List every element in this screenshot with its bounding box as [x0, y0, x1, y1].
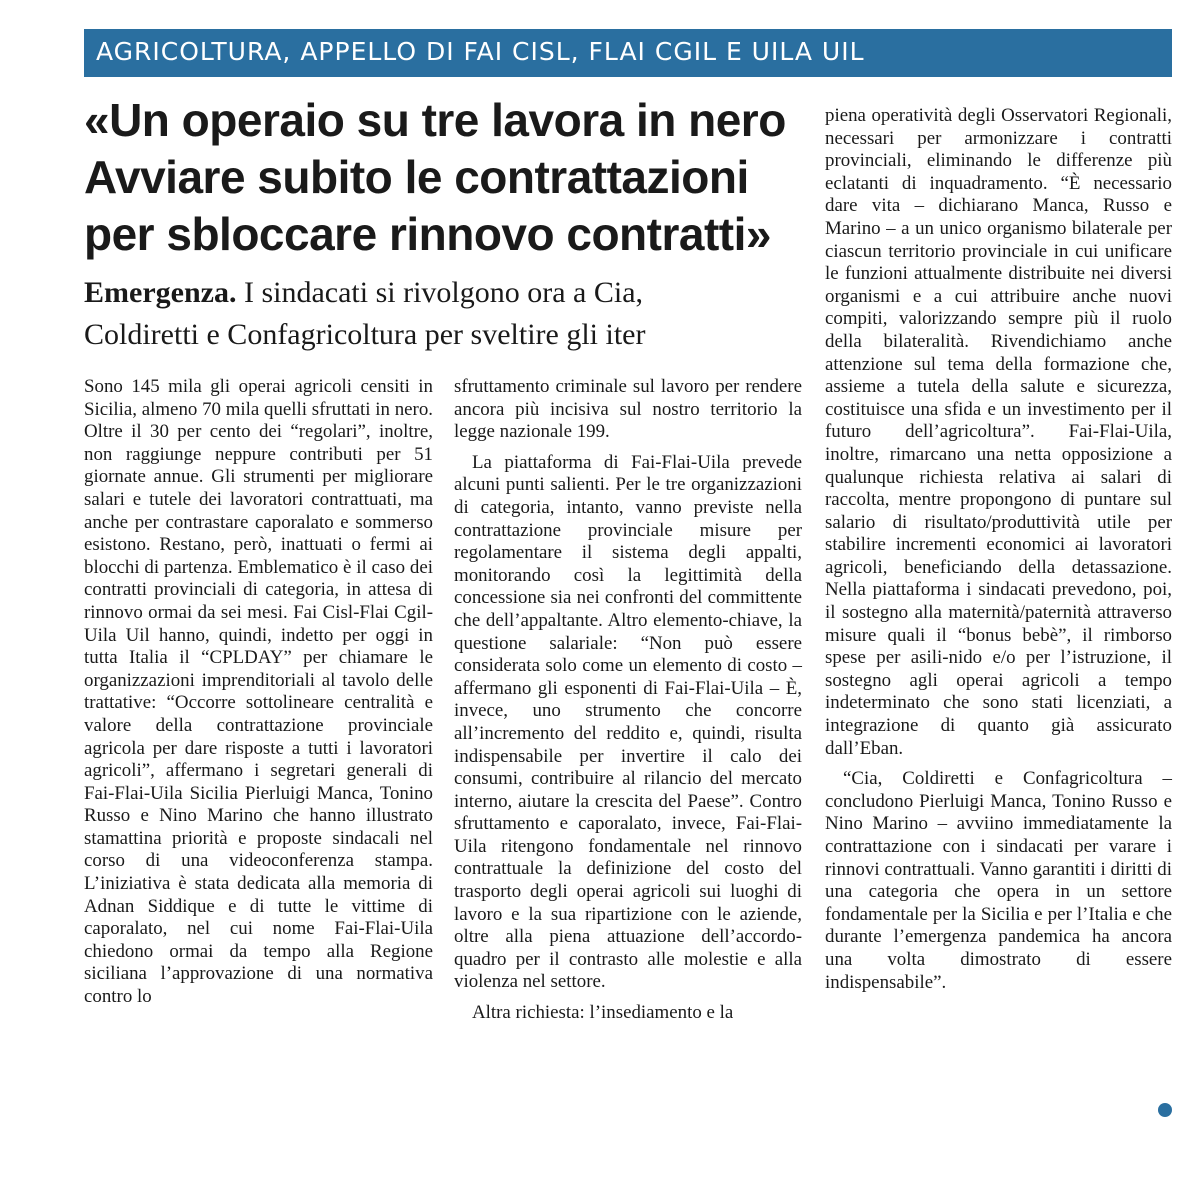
paragraph-2: La piattaforma di Fai-Flai-Uila prevede alcuni punti salienti. Per le tre organizzazioni di categoria, intanto, vanno previste nella contrattazione provinciale misure per regolamentare il sistema degli appalti, monitorando così la legittimità della concessione sia nei confronti del committente che dell’appaltante. Altro elemento-chiave, la questione salariale: “Non può essere considerata solo come un elemento di costo – affermano gli esponenti di Fai-Flai-Uila – È, invece, uno strumento che concorre all’incremento del reddito e, quindi, risulta indispensabile per invertire il calo dei consumi, contribuire al rilancio del mercato interno, aiutare la crescita del Paese”. Contro sfruttamento e caporalato, invece, Fai-Flai-Uila ritengono fondamentale nel rinnovo contrattuale la definizione del costo del trasporto degli operai agricoli sui luoghi di lavoro e la sua ripartizione con le aziende, oltre alla piena attuazione dell’accordo-quadro per il contrasto alle molestie e alla violenza nel settore.: [454, 451, 802, 993]
subheadline-line-1: [84, 272, 814, 314]
article-column-3: [825, 105, 1172, 994]
article-column-2: [454, 376, 802, 1025]
headline-line-3: per sbloccare rinnovo contratti»: [84, 208, 771, 260]
section-banner: [84, 29, 1172, 77]
paragraph-4: “Cia, Coldiretti e Confagricoltura – concludono Pierluigi Manca, Tonino Russo e Nino Marino – avviino immediatamente la contrattazione con i sindacati per varare i rinnovi contrattuali. Vanno garantiti i diritti di una categoria che opera in un settore fondamentale per la Sicilia e per l’Italia e che durante l’emergenza pandemica ha ancora una volta dimostrato di essere indispensabile”.: [825, 768, 1172, 993]
end-of-article-dot-icon: [1158, 1103, 1172, 1117]
paragraph-1: Sono 145 mila gli operai agricoli censiti in Sicilia, almeno 70 mila quelli sfruttati in nero. Oltre il 30 per cento dei “regolari”, inoltre, non raggiunge neppure contributi per 51 giornate annue. Gli strumenti per migliorare salari e tutele dei lavoratori contrattuati, ma anche per contrastare caporalato e sommerso esistono. Restano, però, inattuati o fermi ai blocchi di partenza. Emblematico è il caso dei contratti provinciali di categoria, in attesa di rinnovo ormai da sei mesi. Fai Cisl-Flai Cgil-Uila Uil hanno, quindi, indetto per oggi in tutta Italia il “CPLDAY” per chiamare le organizzazioni imprenditoriali al tavolo delle trattative: “Occorre sottolineare centralità e valore della contrattazione provinciale agricola per dare risposte a tutti i lavoratori agricoli”, affermano i segretari generali di Fai-Flai-Uila Sicilia Pierluigi Manca, Tonino Russo e Nino Marino che hanno illustrato stamattina priorità e proposte sindacali nel corso di una videoconferenza stampa. L’iniziativa è stata dedicata alla memoria di Adnan Siddique e di tutte le vittime di caporalato, nel cui nome Fai-Flai-Uila chiedono ormai da tempo alla Regione siciliana l’approvazione di una normativa contro lo: [84, 376, 433, 1008]
paragraph-1-continued: sfruttamento criminale sul lavoro per rendere ancora più incisiva sul nostro territorio la legge nazionale 199.: [454, 376, 802, 443]
subheadline-text-1: I sindacati si rivolgono ora a Cia,: [236, 276, 644, 309]
subheadline: [84, 272, 814, 356]
paragraph-3: Altra richiesta: l’insediamento e la: [472, 1002, 734, 1024]
headline: [84, 92, 804, 263]
subheadline-line-2: Coldiretti e Confagricoltura per sveltire gli iter: [84, 318, 646, 351]
article-column-1: [84, 376, 433, 1009]
paragraph-3-continued: piena operatività degli Osservatori Regionali, necessari per armonizzare i contratti provinciali, eliminando le differenze più eclatanti di inquadramento. “È necessario dare vita – dichiarano Manca, Russo e Marino – a un unico organismo bilaterale per ciascun territorio provinciale in cui unificare le funzioni attualmente distribuite nei diversi organismi e a cui attribuire anche nuovi compiti, valorizzando sempre più il ruolo della bilateralità. Rivendichiamo anche attenzione sul tema della formazione che, assieme a tutela della salute e sicurezza, costituisce una sfida e un investimento per il futuro dell’agricoltura”. Fai-Flai-Uila, inoltre, rimarcano una netta opposizione a qualunque richiesta relativa ai salari di raccolta, mentre propongono di puntare sul salario di risultato/produttività utile per stabilire incrementi economici ai lavoratori agricoli, beneficiando della detassazione. Nella piattaforma i sindacati prevedono, poi, il sostegno alla maternità/paternità attraverso misure quali il “bonus bebè”, il rimborso spese per asili-nido e/o per l’istruzione, il sostegno agli operai agricoli a tempo indeterminato che sono stati licenziati, a integrazione di quanto già assicurato dall’Eban.: [825, 105, 1172, 759]
headline-line-2: Avviare subito le contrattazioni: [84, 151, 749, 203]
headline-line-1: «Un operaio su tre lavora in nero: [84, 94, 786, 146]
section-title: AGRICOLTURA, APPELLO DI FAI CISL, FLAI CGIL E UILA UIL: [96, 37, 865, 66]
subheadline-lead: Emergenza.: [84, 276, 237, 309]
